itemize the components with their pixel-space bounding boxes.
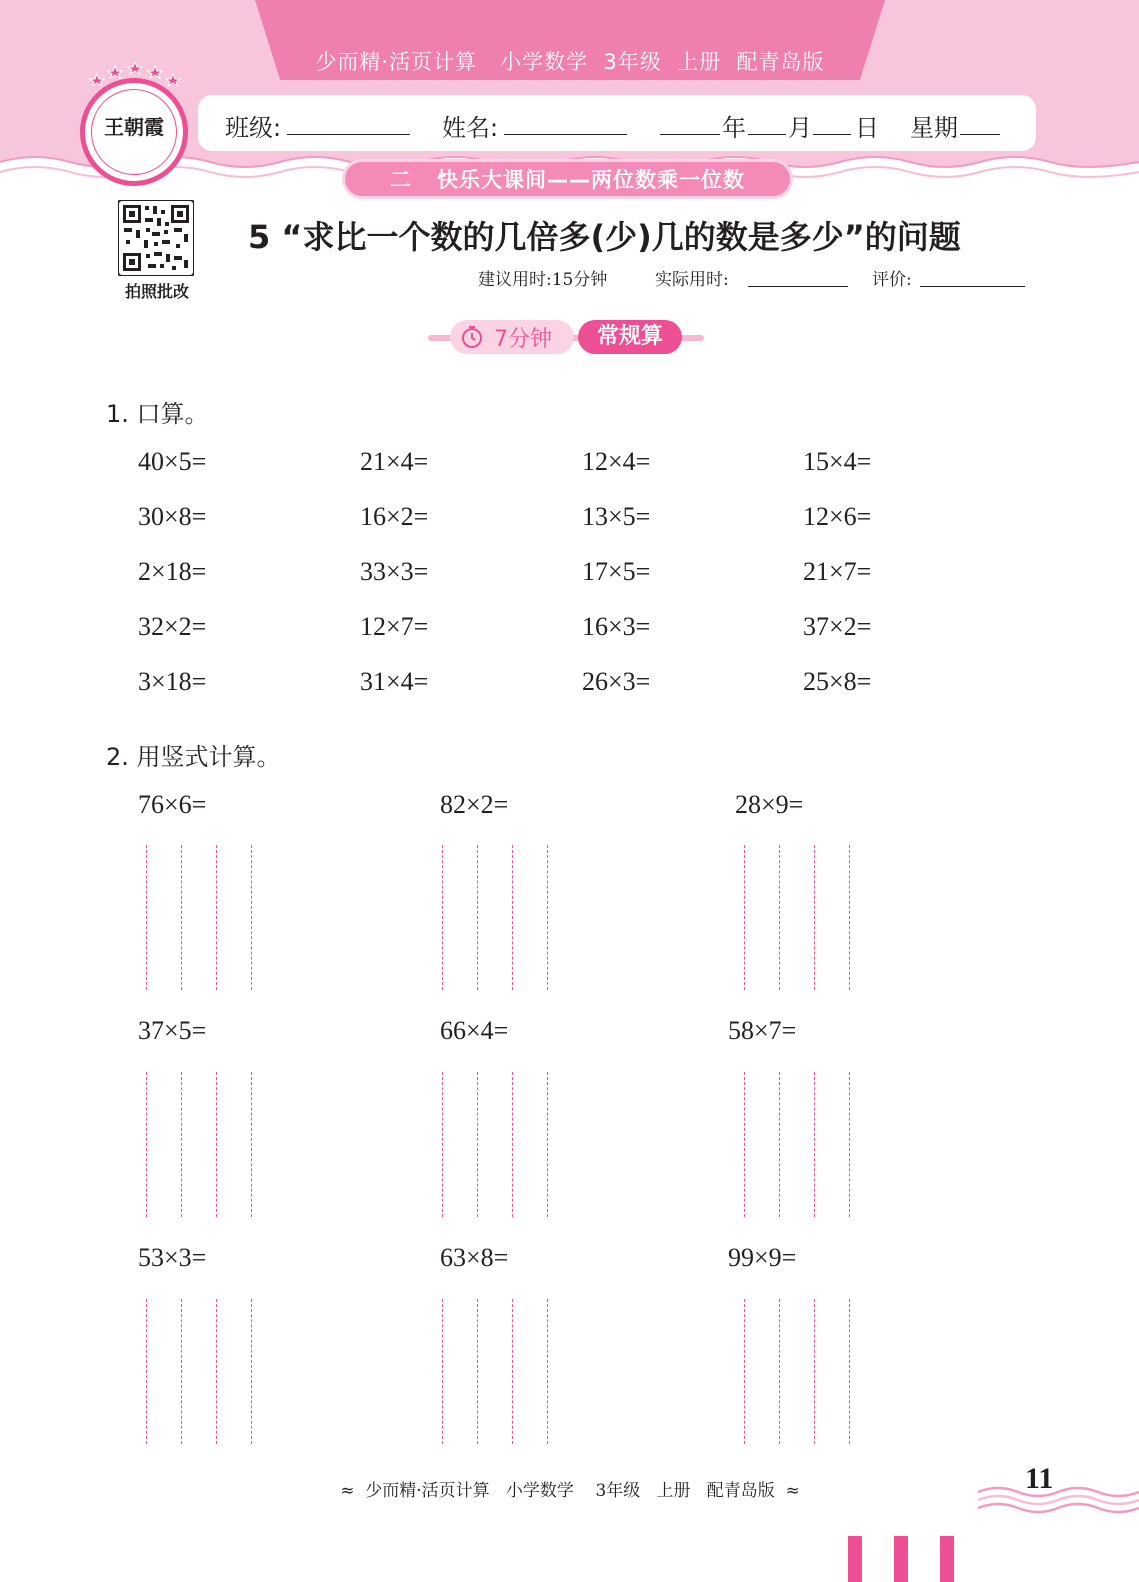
oral-problem: 12×7= xyxy=(360,612,429,641)
footer-bars-decoration xyxy=(848,1536,958,1582)
oral-problem: 21×7= xyxy=(803,557,872,586)
actual-time-label: 实际用时: xyxy=(655,270,729,290)
oral-problem: 32×2= xyxy=(138,612,207,641)
vertical-problem: 63×8= xyxy=(440,1243,509,1272)
rating-blank[interactable] xyxy=(920,286,1025,287)
time-badge-label: 7分钟 xyxy=(494,327,552,352)
type-badge: 常规算 xyxy=(578,320,682,354)
page-number: 11 xyxy=(1025,1462,1054,1495)
oral-problem: 26×3= xyxy=(582,667,651,696)
oral-problem: 2×18= xyxy=(138,557,207,586)
rating-label: 评价: xyxy=(872,270,912,290)
logo-text: 王朝霞 xyxy=(104,115,164,139)
vertical-problem: 58×7= xyxy=(728,1016,797,1045)
oral-problem: 12×6= xyxy=(803,502,872,531)
vertical-problem: 37×5= xyxy=(138,1016,207,1045)
weekday-blank[interactable] xyxy=(960,134,1000,135)
footer-text: ≈ 少而精·活页计算 小学数学 3年级 上册 配青岛版 ≈ xyxy=(340,1481,800,1501)
brand-logo xyxy=(80,78,188,186)
section-1-heading: 1. 口算。 xyxy=(106,400,209,428)
oral-problem: 33×3= xyxy=(360,557,429,586)
unit-title: 二 快乐大课间——两位数乘一位数 xyxy=(390,168,745,192)
lesson-title: 5 “求比一个数的几倍多(少)几的数是多少”的问题 xyxy=(248,218,961,256)
oral-problem: 40×5= xyxy=(138,447,207,476)
vertical-problem: 82×2= xyxy=(440,790,509,819)
qr-caption: 拍照批改 xyxy=(124,282,189,301)
timer-icon xyxy=(460,325,484,349)
day-blank[interactable] xyxy=(813,134,851,135)
name-label: 姓名: xyxy=(442,114,499,142)
year-blank[interactable] xyxy=(660,134,720,135)
oral-problem: 16×3= xyxy=(582,612,651,641)
vertical-problem: 53×3= xyxy=(138,1243,207,1272)
suggested-time: 建议用时:15分钟 xyxy=(478,270,608,290)
oral-problem: 31×4= xyxy=(360,667,429,696)
oral-problem: 37×2= xyxy=(803,612,872,641)
qr-code-icon[interactable] xyxy=(118,200,194,276)
weekday-label: 星期 xyxy=(910,114,958,142)
oral-problem: 13×5= xyxy=(582,502,651,531)
vertical-problem: 28×9= xyxy=(735,790,804,819)
oral-problem: 3×18= xyxy=(138,667,207,696)
name-blank[interactable] xyxy=(504,134,627,135)
series-title: 少而精·活页计算 小学数学 3年级 上册 配青岛版 xyxy=(315,50,825,74)
class-blank[interactable] xyxy=(287,134,410,135)
day-label: 日 xyxy=(855,114,879,142)
class-label: 班级: xyxy=(225,114,282,142)
oral-problem: 21×4= xyxy=(360,447,429,476)
oral-problem: 15×4= xyxy=(803,447,872,476)
section-2-heading: 2. 用竖式计算。 xyxy=(106,743,281,771)
oral-problem: 12×4= xyxy=(582,447,651,476)
oral-problem: 30×8= xyxy=(138,502,207,531)
year-label: 年 xyxy=(722,114,746,142)
footer-wave-decoration xyxy=(978,1478,1139,1518)
vertical-problem: 66×4= xyxy=(440,1016,509,1045)
month-blank[interactable] xyxy=(748,134,786,135)
vertical-problem: 76×6= xyxy=(138,790,207,819)
month-label: 月 xyxy=(788,114,812,142)
oral-problem: 25×8= xyxy=(803,667,872,696)
oral-problem: 16×2= xyxy=(360,502,429,531)
oral-problem: 17×5= xyxy=(582,557,651,586)
vertical-problem: 99×9= xyxy=(728,1243,797,1272)
actual-time-blank[interactable] xyxy=(748,286,848,287)
